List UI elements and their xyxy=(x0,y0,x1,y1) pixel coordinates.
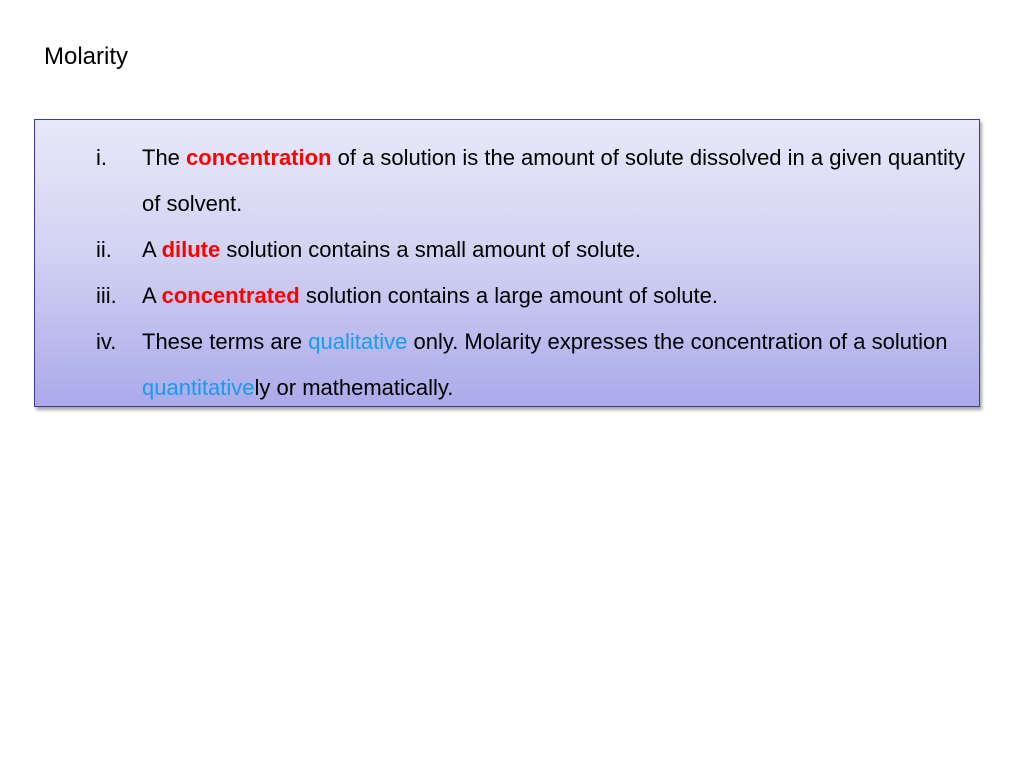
term-concentrated: concentrated xyxy=(161,283,300,308)
item-text-pre: A xyxy=(142,237,162,262)
item-text-pre: These terms are xyxy=(142,329,309,354)
item-text-mid: only. Molarity expresses the concentration of a solution xyxy=(407,329,948,354)
list-item-dilute xyxy=(35,227,979,273)
item-number: iii. xyxy=(96,283,117,308)
item-number: ii. xyxy=(96,237,112,262)
list-item-concentrated xyxy=(35,273,979,319)
list-item-qualitative xyxy=(35,319,979,411)
item-text-pre: A xyxy=(142,283,162,308)
term-dilute: dilute xyxy=(161,237,221,262)
slide-title: Molarity xyxy=(44,43,129,70)
item-text-post: solution contains a large amount of solute. xyxy=(299,283,718,308)
list-item-concentration xyxy=(35,135,979,227)
item-text-pre: The xyxy=(142,145,187,170)
definitions-list xyxy=(35,135,979,411)
term-quantitative: quantitative xyxy=(142,375,255,400)
term-qualitative: qualitative xyxy=(308,329,408,354)
item-text-post: ly or mathematically. xyxy=(254,375,454,400)
item-text-post: solution contains a small amount of solute. xyxy=(220,237,641,262)
item-number: iv. xyxy=(96,329,117,354)
term-concentration: concentration xyxy=(186,145,332,170)
definitions-box xyxy=(34,119,980,407)
item-number: i. xyxy=(96,145,107,170)
item-text-post: of a solution is the amount of solute dissolved in a given quantity of solvent. xyxy=(142,145,965,216)
